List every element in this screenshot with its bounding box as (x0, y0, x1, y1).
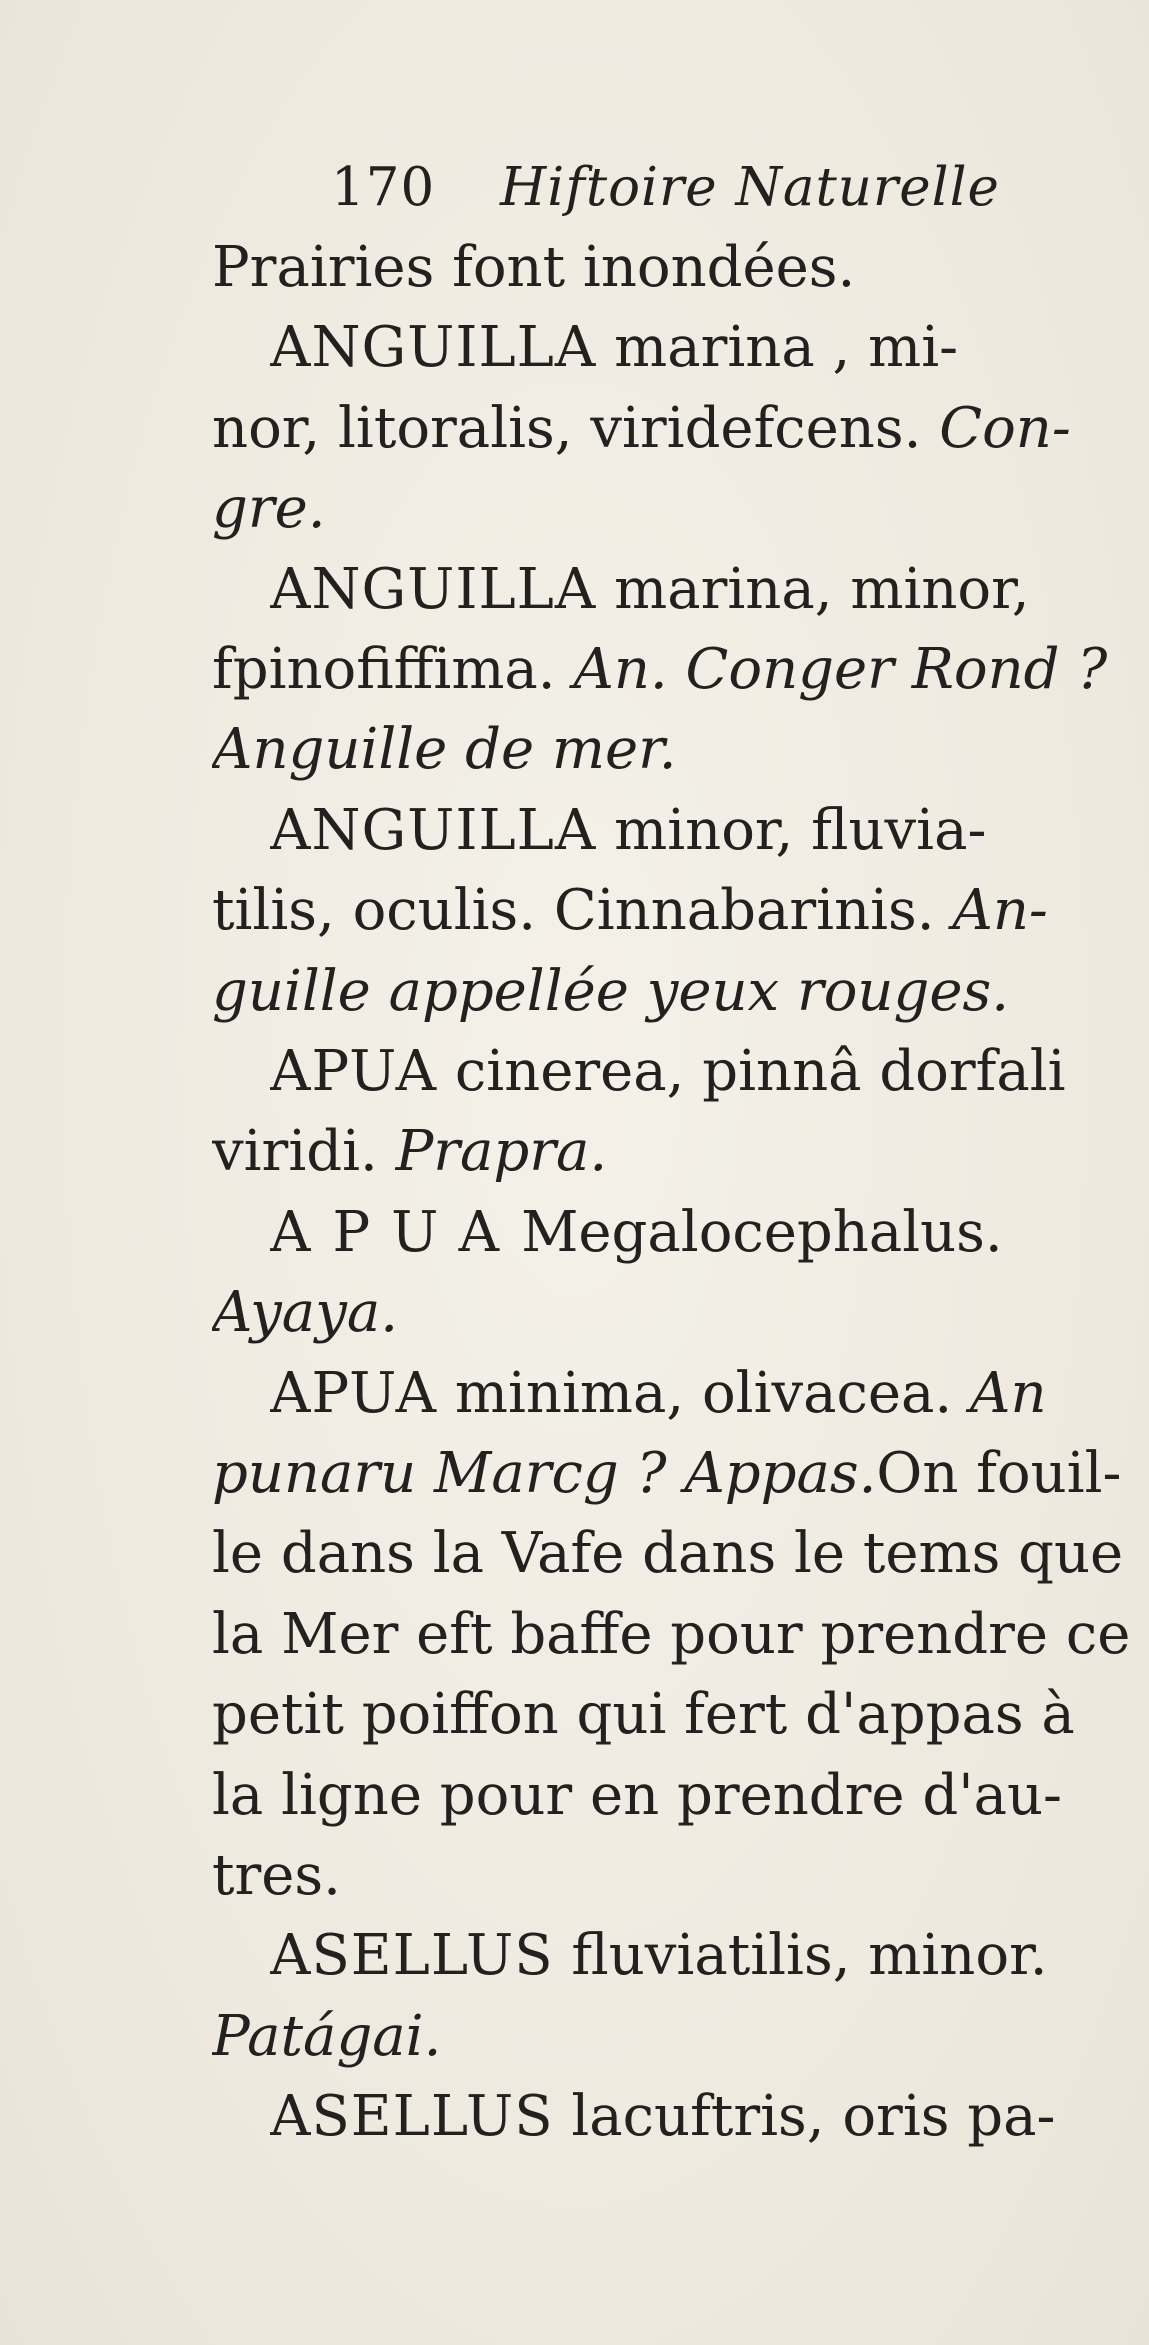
genus-name: ANGUILLA (270, 557, 597, 622)
text-line (270, 791, 1144, 871)
genus-name: ANGUILLA (270, 315, 597, 380)
line-text: Megalocephalus. (521, 1200, 1003, 1265)
italic-text: An- (952, 878, 1048, 943)
line-text: minor, fluvia- (596, 798, 987, 863)
text-line (212, 1997, 1144, 2077)
text-line (270, 1916, 1144, 1996)
italic-text: punaru Marcg ? Appas. (212, 1441, 877, 1506)
page-number: 170 (331, 157, 436, 218)
text-line (270, 550, 1144, 630)
text-line (270, 2077, 1144, 2157)
text-line (212, 1434, 1144, 1514)
running-head (331, 148, 1071, 228)
italic-text: An (970, 1361, 1047, 1426)
italic-text: An. Conger Rond ? (573, 637, 1108, 702)
line-text: cinerea, pinnâ dorfali (437, 1039, 1066, 1104)
italic-text: Con- (939, 396, 1071, 461)
text-line (212, 1756, 1144, 1836)
text-line (212, 710, 1144, 790)
text-line (212, 228, 1144, 308)
text-line (270, 1354, 1144, 1434)
genus-name: APUA (270, 1039, 438, 1104)
italic-text: Ayaya. (212, 1280, 399, 1345)
line-text: minima, olivacea. (437, 1361, 970, 1426)
text-line (212, 1675, 1144, 1755)
genus-name: ANGUILLA (270, 798, 597, 863)
genus-name: APUA (270, 1200, 522, 1265)
line-text: la Mer eft baffe pour prendre ce (212, 1602, 1131, 1667)
text-line (212, 1112, 1144, 1192)
text-line (270, 1032, 1144, 1112)
text-line (212, 871, 1144, 951)
line-text: tilis, oculis. Cinnabarinis. (212, 878, 953, 943)
text-line (212, 1514, 1144, 1594)
text-line (212, 1836, 1144, 1916)
line-text: fpinofiffima. (212, 637, 574, 702)
italic-text: Patágai. (212, 2004, 442, 2069)
line-text: la ligne pour en prendre d'au- (212, 1763, 1062, 1828)
text-line (212, 1595, 1144, 1675)
line-text: petit poiffon qui fert d'appas à (212, 1682, 1075, 1747)
running-title: Hiftoire Naturelle (500, 157, 1000, 218)
genus-name: ASELLUS (270, 2084, 554, 2149)
text-line (270, 1193, 1144, 1273)
line-text: marina , mi- (596, 315, 959, 380)
line-text: lacuftris, oris pa- (553, 2084, 1056, 2149)
italic-text: Prapra. (395, 1119, 608, 1184)
line-text: le dans la Vafe dans le tems que (212, 1521, 1124, 1586)
text-line (212, 1273, 1144, 1353)
italic-text: guille appellée yeux rouges. (212, 959, 1010, 1024)
line-text: fluviatilis, minor. (553, 1923, 1048, 1988)
genus-name: ASELLUS (270, 1923, 554, 1988)
text-line (212, 630, 1144, 710)
line-text: tres. (212, 1843, 341, 1908)
text-line (212, 389, 1144, 469)
line-text: nor, litoralis, viridefcens. (212, 396, 940, 461)
line-text: On fouil- (876, 1441, 1122, 1506)
italic-text: gre. (212, 476, 326, 541)
text-line (212, 952, 1144, 1032)
line-text: Prairies font inondées. (212, 235, 856, 300)
line-text: marina, minor, (596, 557, 1030, 622)
italic-text: Anguille de mer. (212, 717, 677, 782)
genus-name: APUA (270, 1361, 438, 1426)
text-line (212, 469, 1144, 549)
text-line (270, 308, 1144, 388)
line-text: viridi. (212, 1119, 396, 1184)
